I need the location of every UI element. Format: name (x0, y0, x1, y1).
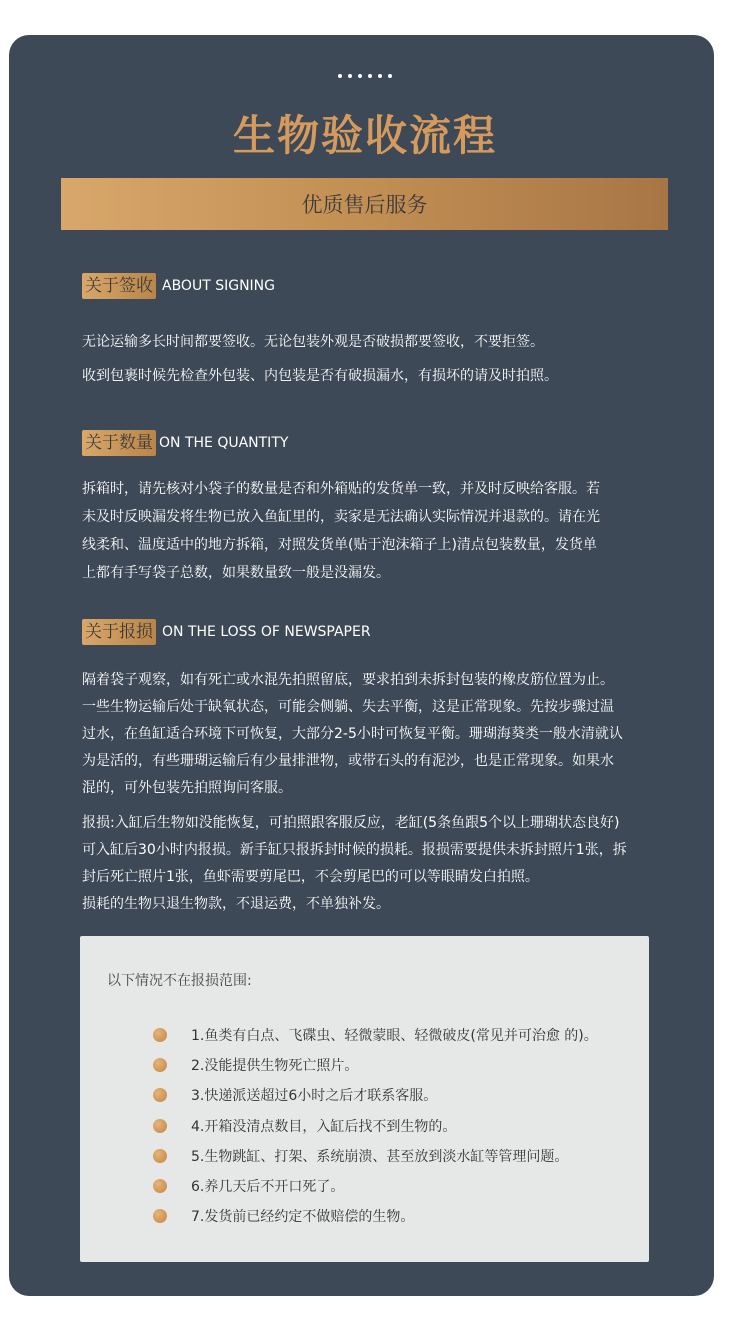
list-item (153, 1080, 598, 1110)
section-quantity-body (82, 475, 648, 587)
paragraph-line: 为是活的，有些珊瑚运输后有少量排泄物，或带石头的有泥沙，也是正常现象。如果水 (82, 753, 614, 769)
paragraph-line: 上都有手写袋子总数，如果数量致一般是没漏发。 (82, 565, 390, 581)
paragraph-line: 收到包裹时候先检查外包装、内包装是否有破损漏水，有损坏的请及时拍照。 (82, 368, 558, 384)
list-item-text: 5.生物跳缸、打架、系统崩溃、甚至放到淡水缸等管理问题。 (191, 1148, 569, 1165)
paragraph-line: 线柔和、温度适中的地方拆箱，对照发货单(贴于泡沫箱子上)清点包装数量，发货单 (82, 537, 597, 553)
bullet-icon (153, 1209, 167, 1223)
paragraph-line: 无论运输多长时间都要签收。无论包装外观是否破损都要签收，不要拒签。 (82, 334, 544, 350)
list-item-text: 4.开箱没清点数目，入缸后找不到生物的。 (191, 1118, 457, 1135)
section-english-title: ON THE QUANTITY (159, 435, 289, 451)
banner-label: 优质售后服务 (301, 193, 428, 217)
list-item-text: 7.发货前已经约定不做赔偿的生物。 (191, 1209, 415, 1226)
list-item-text: 2.没能提供生物死亡照片。 (191, 1058, 359, 1075)
section-quantity-header (82, 430, 288, 456)
section-tag: 关于报损 (82, 619, 156, 645)
paragraph-line: 隔着袋子观察，如有死亡或水混先拍照留底，要求拍到未拆封包装的橡皮筋位置为止。 (82, 672, 614, 688)
bullet-icon (153, 1179, 167, 1193)
list-item (153, 1050, 598, 1080)
list-item-text: 3.快递派送超过6小时之后才联系客服。 (191, 1088, 438, 1105)
list-item (153, 1171, 598, 1201)
exclusions-box (80, 936, 649, 1262)
paragraph-line: 损耗的生物只退生物款，不退运费，不单独补发。 (82, 896, 390, 912)
paragraph-line: 过水，在鱼缸适合环境下可恢复，大部分2-5小时可恢复平衡。珊瑚海葵类一般水清就认 (82, 726, 623, 742)
section-loss-body (82, 667, 648, 802)
list-item (153, 1111, 598, 1141)
section-tag: 关于数量 (82, 430, 156, 456)
list-item (153, 1201, 598, 1231)
paragraph-line: 未及时反映漏发将生物已放入鱼缸里的，卖家是无法确认实际情况并退款的。请在光 (82, 509, 600, 525)
paragraph-line: 可入缸后30小时内报损。新手缸只报拆封时候的损耗。报损需要提供未拆封照片1张，拆 (82, 842, 627, 858)
paragraph-line: 混的，可外包装先拍照询问客服。 (82, 780, 292, 796)
section-signing-body (82, 329, 648, 390)
bullet-icon (153, 1058, 167, 1072)
bullet-icon (153, 1119, 167, 1133)
paragraph-line: 封后死亡照片1张，鱼虾需要剪尾巴，不会剪尾巴的可以等眼睛发白拍照。 (82, 869, 539, 885)
section-signing-header (82, 273, 275, 299)
bullet-icon (153, 1088, 167, 1102)
section-english-title: ABOUT SIGNING (162, 278, 275, 294)
exclusions-list (153, 1020, 598, 1231)
section-tag: 关于签收 (82, 273, 156, 299)
page-title: 生物验收流程 (232, 111, 497, 160)
paragraph-line: 拆箱时，请先核对小袋子的数量是否和外箱贴的发货单一致，并及时反映给客服。若 (82, 481, 600, 497)
bullet-icon (153, 1149, 167, 1163)
exclusions-title: 以下情况不在报损范围: (107, 973, 252, 989)
bullet-icon (153, 1028, 167, 1042)
list-item-text: 1.鱼类有白点、飞碟虫、轻微蒙眼、轻微破皮(常见并可治愈 的)。 (191, 1028, 598, 1045)
section-loss-header (82, 619, 371, 645)
section-english-title: ON THE LOSS OF NEWSPAPER (162, 624, 371, 640)
list-item (153, 1020, 598, 1050)
service-banner (61, 178, 668, 230)
list-item-text: 6.养几天后不开口死了。 (191, 1179, 345, 1196)
list-item (153, 1141, 598, 1171)
decorative-dots (0, 70, 730, 81)
paragraph-line: 报损:入缸后生物如没能恢复，可拍照跟客服反应，老缸(5条鱼跟5个以上珊瑚状态良好) (82, 815, 620, 831)
paragraph-line: 一些生物运输后处于缺氧状态，可能会侧躺、失去平衡，这是正常现象。先按步骤过温 (82, 699, 614, 715)
section-loss-claims (82, 810, 648, 918)
